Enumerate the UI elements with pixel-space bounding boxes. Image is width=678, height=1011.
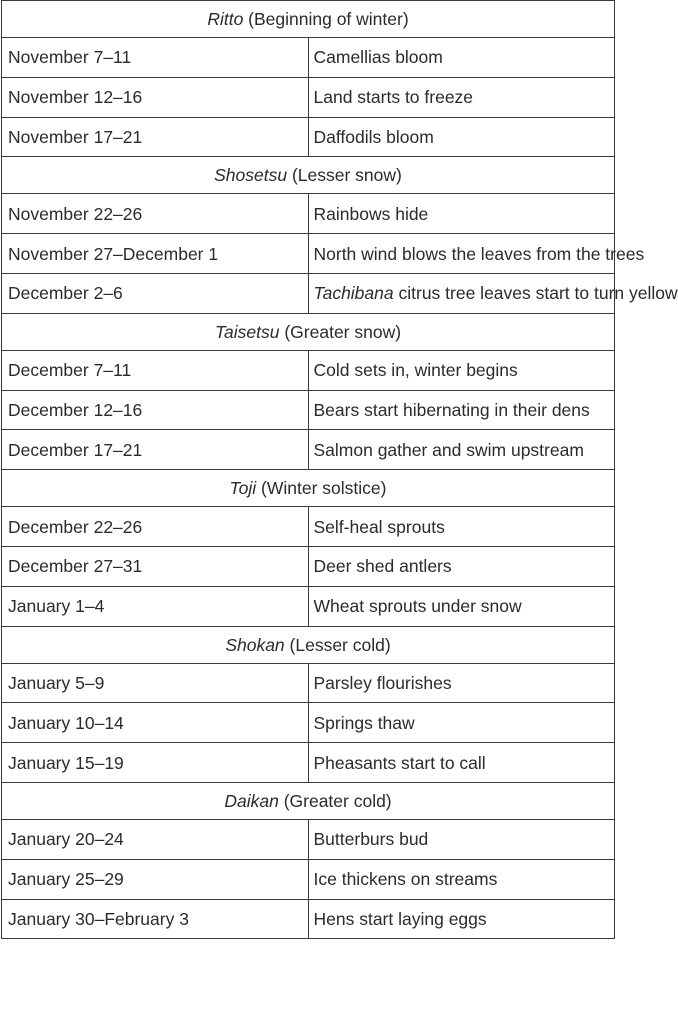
description-cell: Daffodils bloom <box>308 117 615 157</box>
section-name: Shokan <box>225 634 285 655</box>
description-cell: Ice thickens on streams <box>308 859 615 899</box>
section-subtitle: (Lesser cold) <box>284 634 391 655</box>
description-cell: Bears start hibernating in their dens <box>308 390 615 430</box>
date-cell: December 22–26 <box>2 507 309 547</box>
section-header <box>2 1 615 38</box>
date-cell: December 27–31 <box>2 546 309 586</box>
section-header-row <box>2 313 615 350</box>
table-row <box>2 430 615 470</box>
date-cell: November 27–December 1 <box>2 234 309 274</box>
date-cell: December 7–11 <box>2 350 309 390</box>
table-row <box>2 703 615 743</box>
table-row <box>2 194 615 234</box>
description-cell: Hens start laying eggs <box>308 899 615 939</box>
section-header <box>2 313 615 350</box>
description-cell: Springs thaw <box>308 703 615 743</box>
section-name: Toji <box>229 478 257 499</box>
section-header <box>2 626 615 663</box>
description-cell: Butterburs bud <box>308 819 615 859</box>
table-row <box>2 546 615 586</box>
date-cell: November 17–21 <box>2 117 309 157</box>
season-table-body <box>2 1 678 939</box>
description-cell: Rainbows hide <box>308 194 615 234</box>
table-row <box>2 350 615 390</box>
section-name: Shosetsu <box>214 165 288 186</box>
description-cell: Wheat sprouts under snow <box>308 586 615 626</box>
table-row <box>2 859 615 899</box>
table-row <box>2 38 615 78</box>
description-cell: Deer shed antlers <box>308 546 615 586</box>
section-name: Daikan <box>224 790 279 811</box>
table-row <box>2 819 615 859</box>
table-row <box>2 77 615 117</box>
date-cell: November 22–26 <box>2 194 309 234</box>
description-cell <box>308 273 678 313</box>
section-header-row <box>2 626 615 663</box>
date-cell: January 25–29 <box>2 859 309 899</box>
table-row <box>2 507 615 547</box>
date-cell: November 12–16 <box>2 77 309 117</box>
section-subtitle: (Greater cold) <box>278 790 392 811</box>
table-row <box>2 743 615 783</box>
description-cell: Cold sets in, winter begins <box>308 350 615 390</box>
section-header <box>2 157 615 194</box>
date-cell: January 20–24 <box>2 819 309 859</box>
date-cell: January 30–February 3 <box>2 899 309 939</box>
date-cell: December 2–6 <box>2 273 309 313</box>
section-subtitle: (Beginning of winter) <box>243 9 409 29</box>
section-subtitle: (Lesser snow) <box>287 165 402 186</box>
description-italic-term: Tachibana <box>313 283 394 304</box>
section-name: Taisetsu <box>214 321 280 342</box>
table-row <box>2 117 615 157</box>
description-cell: Land starts to freeze <box>308 77 615 117</box>
date-cell: December 17–21 <box>2 430 309 470</box>
season-table <box>1 0 678 939</box>
table-row <box>2 899 615 939</box>
table-row <box>2 663 615 703</box>
date-cell: January 5–9 <box>2 663 309 703</box>
table-row <box>2 273 615 313</box>
section-name: Ritto <box>207 9 244 29</box>
description-cell: Pheasants start to call <box>308 743 615 783</box>
table-row <box>2 390 615 430</box>
section-header-row <box>2 1 615 38</box>
description-cell: Self-heal sprouts <box>308 507 615 547</box>
description-cell: Camellias bloom <box>308 38 615 78</box>
section-header <box>2 470 615 507</box>
description-text: citrus tree leaves start to turn yellow <box>393 283 678 304</box>
section-header-row <box>2 470 615 507</box>
date-cell: January 10–14 <box>2 703 309 743</box>
section-header-row <box>2 782 615 819</box>
description-cell: Salmon gather and swim upstream <box>308 430 615 470</box>
description-cell: Parsley flourishes <box>308 663 615 703</box>
date-cell: January 1–4 <box>2 586 309 626</box>
table-row <box>2 234 615 274</box>
section-subtitle: (Winter solstice) <box>256 478 387 499</box>
table-row <box>2 586 615 626</box>
date-cell: January 15–19 <box>2 743 309 783</box>
section-subtitle: (Greater snow) <box>279 321 402 342</box>
section-header-row <box>2 157 615 194</box>
date-cell: December 12–16 <box>2 390 309 430</box>
description-cell: North wind blows the leaves from the trees <box>308 234 615 274</box>
date-cell: November 7–11 <box>2 38 309 78</box>
section-header <box>2 782 615 819</box>
